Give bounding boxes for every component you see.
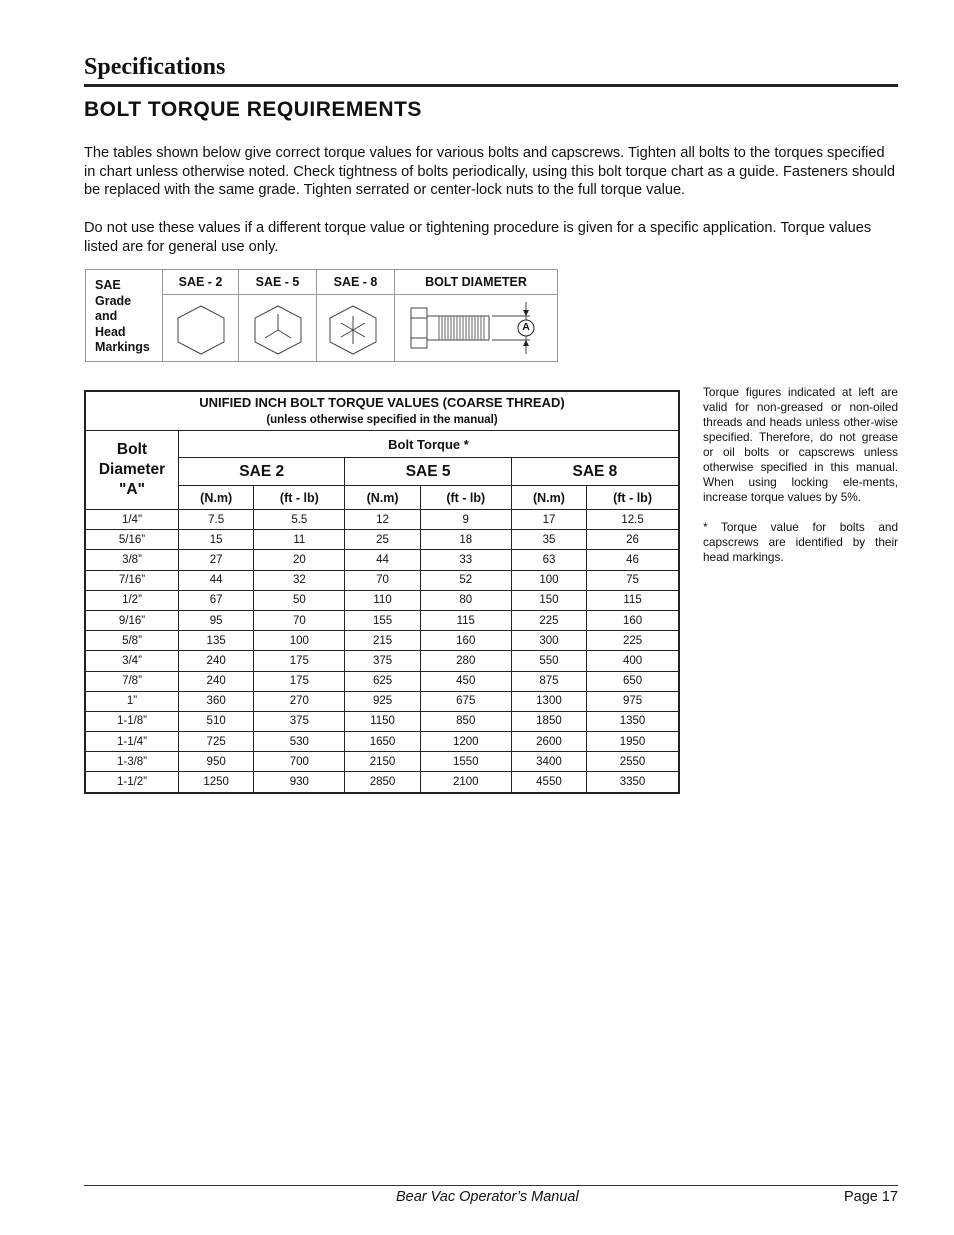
unit-header: (ft - lb)	[420, 486, 511, 510]
torque-value-cell: 160	[587, 610, 679, 630]
sae2-marking-header: SAE - 2	[178, 275, 223, 289]
torque-value-cell: 450	[420, 671, 511, 691]
torque-value-cell: 33	[420, 550, 511, 570]
torque-value-cell: 150	[511, 590, 586, 610]
bolt-diameter-cell: 3/8”	[85, 550, 179, 570]
bolt-diameter-cell: 1-1/2”	[85, 772, 179, 793]
torque-value-cell: 1350	[587, 711, 679, 731]
table-row	[85, 550, 679, 570]
torque-value-cell: 11	[254, 530, 345, 550]
torque-value-cell: 12	[345, 510, 420, 530]
torque-table-title-cell	[85, 391, 679, 431]
table-row	[85, 530, 679, 550]
footer-page-number: Page 17	[843, 1189, 898, 1205]
label-line: and	[95, 309, 118, 323]
torque-value-cell: 1250	[179, 772, 254, 793]
torque-values-table	[84, 390, 680, 794]
torque-value-cell: 1200	[420, 732, 511, 752]
torque-value-cell: 1550	[420, 752, 511, 772]
sae-markings-table	[85, 269, 558, 362]
bolt-diameter-cell: 1-3/8”	[85, 752, 179, 772]
bolt-diameter-column-header	[85, 431, 179, 510]
torque-value-cell: 12.5	[587, 510, 679, 530]
torque-value-cell: 2550	[587, 752, 679, 772]
torque-value-cell: 4550	[511, 772, 586, 793]
torque-value-cell: 3350	[587, 772, 679, 793]
torque-value-cell: 725	[179, 732, 254, 752]
torque-value-cell: 35	[511, 530, 586, 550]
torque-value-cell: 925	[345, 691, 420, 711]
bolt-diameter-cell: 9/16”	[85, 610, 179, 630]
sae8-hex-head-icon	[317, 298, 394, 358]
sae5-marking-header: SAE - 5	[255, 275, 300, 289]
table-row	[85, 732, 679, 752]
torque-value-cell: 27	[179, 550, 254, 570]
sae8-marking-cell	[317, 270, 395, 361]
torque-table-subtitle: (unless otherwise specified in the manual)	[266, 413, 498, 426]
torque-value-cell: 100	[254, 631, 345, 651]
usage-paragraph: Do not use these values if a different torque value or tightening procedure is given for a specific application. Torque values listed are for general use only.	[84, 220, 872, 255]
torque-value-cell: 1650	[345, 732, 420, 752]
bolt-diameter-cell: 7/8”	[85, 671, 179, 691]
torque-value-cell: 625	[345, 671, 420, 691]
torque-value-cell: 300	[511, 631, 586, 651]
torque-value-cell: 2850	[345, 772, 420, 793]
torque-value-cell: 1950	[587, 732, 679, 752]
sae5-hex-head-icon	[239, 298, 316, 358]
markings-label	[95, 278, 165, 356]
torque-value-cell: 400	[587, 651, 679, 671]
bolt-diameter-header: BOLT DIAMETER	[425, 275, 527, 289]
table-row	[85, 590, 679, 610]
torque-value-cell: 875	[511, 671, 586, 691]
torque-value-cell: 3400	[511, 752, 586, 772]
torque-value-cell: 100	[511, 570, 586, 590]
torque-value-cell: 7.5	[179, 510, 254, 530]
intro-paragraph: The tables shown below give correct torque values for various bolts and capscrews. Tighten all bolts to the torques specified in chart unless otherwise noted. Check tightness of bolts periodically, using this bolt torque chart as a guide. Fasteners should be replaced with the same grade. Tighten serrated or center-lock nuts to the full torque value.	[84, 145, 895, 198]
sae2-marking-cell	[163, 270, 239, 361]
torque-value-cell: 135	[179, 631, 254, 651]
torque-value-cell: 70	[254, 610, 345, 630]
torque-value-cell: 46	[587, 550, 679, 570]
torque-value-cell: 44	[179, 570, 254, 590]
bolt-diameter-cell: 1/2”	[85, 590, 179, 610]
torque-value-cell: 270	[254, 691, 345, 711]
torque-value-cell: 80	[420, 590, 511, 610]
unit-header: (ft - lb)	[254, 486, 345, 510]
torque-value-cell: 240	[179, 651, 254, 671]
unit-header: (N.m)	[345, 486, 420, 510]
torque-value-cell: 5.5	[254, 510, 345, 530]
header-line: Diameter	[98, 461, 166, 478]
torque-value-cell: 930	[254, 772, 345, 793]
torque-table-body	[85, 510, 679, 793]
side-note-footnote: * Torque value for bolts and capscrews are identified by their head markings.	[703, 520, 898, 564]
label-line: SAE	[95, 278, 121, 292]
torque-value-cell: 20	[254, 550, 345, 570]
table-row	[85, 671, 679, 691]
unit-header: (N.m)	[179, 486, 254, 510]
table-row	[85, 651, 679, 671]
torque-value-cell: 115	[587, 590, 679, 610]
section-title: BOLT TORQUE REQUIREMENTS	[84, 98, 422, 121]
torque-value-cell: 175	[254, 671, 345, 691]
torque-value-cell: 75	[587, 570, 679, 590]
torque-value-cell: 17	[511, 510, 586, 530]
torque-value-cell: 675	[420, 691, 511, 711]
torque-value-cell: 2150	[345, 752, 420, 772]
torque-value-cell: 530	[254, 732, 345, 752]
torque-value-cell: 2600	[511, 732, 586, 752]
torque-value-cell: 50	[254, 590, 345, 610]
bolt-diameter-cell: 3/4”	[85, 651, 179, 671]
torque-value-cell: 95	[179, 610, 254, 630]
unit-header: (N.m)	[511, 486, 586, 510]
torque-value-cell: 550	[511, 651, 586, 671]
torque-value-cell: 15	[179, 530, 254, 550]
torque-value-cell: 9	[420, 510, 511, 530]
grade-header-sae2: SAE 2	[179, 458, 345, 486]
sae8-marking-header: SAE - 8	[333, 275, 378, 289]
bolt-diameter-cell: 1”	[85, 691, 179, 711]
side-note	[703, 385, 898, 580]
torque-value-cell: 1150	[345, 711, 420, 731]
torque-value-cell: 510	[179, 711, 254, 731]
torque-value-cell: 160	[420, 631, 511, 651]
bolt-diameter-cell: 1/4"	[85, 510, 179, 530]
header-rule	[84, 84, 898, 87]
label-line: Head	[95, 324, 126, 339]
torque-value-cell: 70	[345, 570, 420, 590]
torque-value-cell: 950	[179, 752, 254, 772]
header-line: "A"	[119, 481, 145, 498]
torque-value-cell: 26	[587, 530, 679, 550]
torque-value-cell: 650	[587, 671, 679, 691]
bolt-diameter-cell: 5/16”	[85, 530, 179, 550]
torque-value-cell: 110	[345, 590, 420, 610]
table-row	[85, 570, 679, 590]
torque-value-cell: 215	[345, 631, 420, 651]
torque-value-cell: 700	[254, 752, 345, 772]
label-line: Grade	[95, 293, 132, 308]
torque-value-cell: 67	[179, 590, 254, 610]
torque-value-cell: 280	[420, 651, 511, 671]
torque-table-title: UNIFIED INCH BOLT TORQUE VALUES (COARSE THREAD)	[199, 394, 565, 410]
torque-value-cell: 375	[254, 711, 345, 731]
bolt-side-view-icon	[395, 298, 557, 358]
torque-value-cell: 240	[179, 671, 254, 691]
table-row	[85, 772, 679, 793]
grade-header-sae8: SAE 8	[511, 458, 679, 486]
torque-value-cell: 2100	[420, 772, 511, 793]
torque-value-cell: 375	[345, 651, 420, 671]
bolt-torque-header: Bolt Torque *	[179, 431, 680, 458]
sae2-hex-head-icon	[163, 298, 238, 358]
torque-value-cell: 63	[511, 550, 586, 570]
unit-header: (ft - lb)	[587, 486, 679, 510]
diameter-marker-label: A	[522, 321, 530, 333]
bolt-diameter-cell	[395, 270, 557, 361]
table-row	[85, 752, 679, 772]
bolt-diameter-cell: 7/16”	[85, 570, 179, 590]
torque-value-cell: 1300	[511, 691, 586, 711]
torque-value-cell: 44	[345, 550, 420, 570]
header-line: Bolt	[116, 441, 148, 458]
table-row	[85, 510, 679, 530]
torque-value-cell: 32	[254, 570, 345, 590]
torque-value-cell: 975	[587, 691, 679, 711]
torque-value-cell: 155	[345, 610, 420, 630]
torque-value-cell: 360	[179, 691, 254, 711]
torque-value-cell: 1850	[511, 711, 586, 731]
table-row	[85, 610, 679, 630]
torque-value-cell: 52	[420, 570, 511, 590]
torque-value-cell: 18	[420, 530, 511, 550]
label-line: Markings	[95, 340, 150, 354]
grade-header-sae5: SAE 5	[345, 458, 511, 486]
torque-value-cell: 25	[345, 530, 420, 550]
footer-rule	[84, 1185, 898, 1186]
torque-value-cell: 225	[587, 631, 679, 651]
footer-manual-title: Bear Vac Operator’s Manual	[396, 1189, 579, 1205]
torque-value-cell: 175	[254, 651, 345, 671]
bolt-diameter-cell: 1-1/8”	[85, 711, 179, 731]
table-row	[85, 711, 679, 731]
torque-value-cell: 115	[420, 610, 511, 630]
bolt-diameter-cell: 1-1/4”	[85, 732, 179, 752]
table-row	[85, 691, 679, 711]
bolt-diameter-cell: 5/8”	[85, 631, 179, 651]
markings-label-cell	[86, 270, 163, 361]
table-row	[85, 631, 679, 651]
torque-value-cell: 850	[420, 711, 511, 731]
page-header-title: Specifications	[84, 54, 226, 80]
sae5-marking-cell	[239, 270, 317, 361]
side-note-torque-figures: Torque figures indicated at left are valid for non-greased or non-oiled threads and heads unless other-wise specified. Therefore, do not grease or oil bolts or capscrews unless otherwise specified in this manual. When using locking ele-ments, increase torque values by 5%.	[703, 385, 898, 504]
torque-value-cell: 225	[511, 610, 586, 630]
